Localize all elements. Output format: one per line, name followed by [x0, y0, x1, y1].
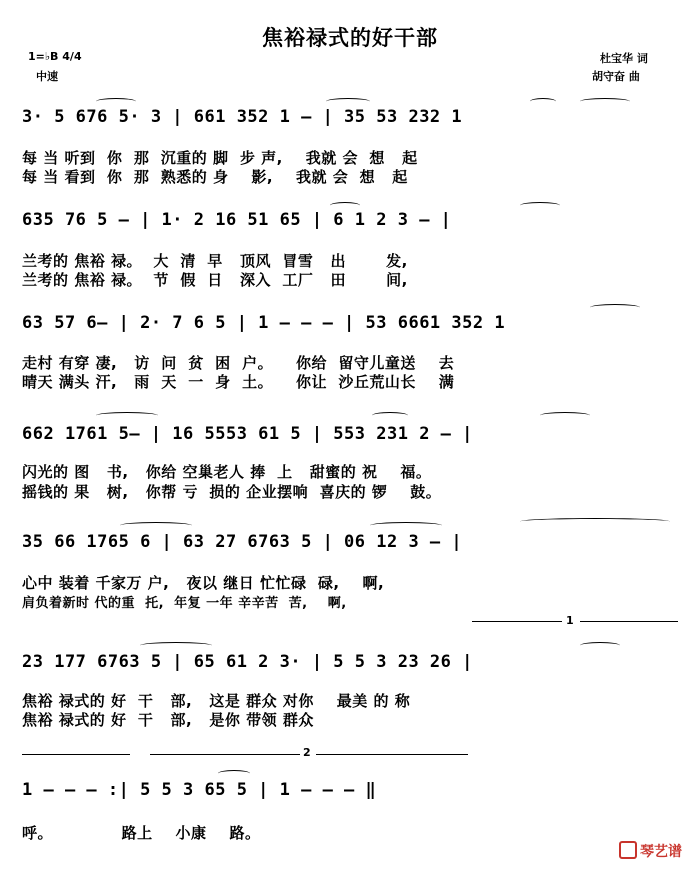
lyric-verse-2: 晴天 满头 汗, 雨 天 一 身 土。 你让 沙丘荒山长 满	[22, 373, 455, 391]
slur	[372, 412, 408, 419]
lyric-verse-1: 焦裕 禄式的 好 干 部, 这是 群众 对你 最美 的 称	[22, 692, 411, 710]
slur	[520, 202, 560, 209]
volta-line	[316, 754, 468, 755]
volta-line	[150, 754, 300, 755]
lyric-verse-2: 肩负着新时 代的重 托, 年复 一年 辛辛苦 苦, 啊,	[22, 596, 347, 611]
lyric-verse-2: 每 当 看到 你 那 熟悉的 身 影, 我就 会 想 起	[22, 168, 408, 186]
lyric-verse-1: 走村 有穿 凄, 访 问 贫 困 户。 你给 留守儿童送 去	[22, 354, 455, 372]
lyric-verse-2: 摇钱的 果 树, 你帮 亏 损的 企业摆响 喜庆的 锣 鼓。	[22, 483, 442, 501]
volta-line	[472, 621, 562, 622]
key-signature: 1=♭B 4/4	[28, 50, 82, 63]
notation-line-5: 35 66 1765 6 | 63 27 6763 5 | 06 12 3 — |	[22, 532, 463, 552]
slur	[120, 522, 192, 529]
volta-2-label: 2	[303, 746, 311, 759]
lyricist-credit: 杜宝华 词	[600, 52, 648, 65]
lyric-verse-1: 闪光的 图 书, 你给 空巢老人 捧 上 甜蜜的 祝 福。	[22, 463, 432, 481]
lyric-verse-1: 每 当 听到 你 那 沉重的 脚 步 声, 我就 会 想 起	[22, 149, 418, 167]
lyric-verse-2: 兰考的 焦裕 禄。 节 假 日 深入 工厂 田 间,	[22, 271, 408, 289]
volta-1-label: 1	[566, 614, 574, 627]
slur	[540, 412, 590, 419]
notation-line-6: 23 177 6763 5 | 65 61 2 3· | 5 5 3 23 26 |	[22, 652, 473, 672]
slur	[140, 642, 212, 649]
slur	[580, 98, 630, 105]
slur	[96, 98, 136, 105]
slur	[96, 412, 158, 419]
page-title: 焦裕禄式的好干部	[262, 26, 438, 50]
watermark: 琴艺谱	[609, 825, 682, 861]
composer-credit: 胡守奋 曲	[592, 70, 640, 83]
notation-line-3: 63 57 6— | 2· 7 6 5 | 1 — — — | 53 6661 352 1	[22, 313, 506, 333]
notation-line-4: 662 1761 5— | 16 5553 61 5 | 553 231 2 — |	[22, 424, 473, 444]
slur	[370, 522, 442, 529]
slur	[590, 304, 640, 311]
slur	[330, 202, 360, 209]
lyric-line: 呼。 路上 小康 路。	[22, 824, 261, 842]
logo-icon	[619, 841, 637, 859]
tie	[520, 518, 670, 525]
lyric-verse-1: 兰考的 焦裕 禄。 大 清 早 顶风 冒雪 出 发,	[22, 252, 408, 270]
notation-line-7: 1 — — — :| 5 5 3 65 5 | 1 — — — ‖	[22, 780, 377, 800]
volta-line	[22, 754, 130, 755]
slur	[530, 98, 556, 105]
notation-line-2: 635 76 5 — | 1· 2 16 51 65 | 6 1 2 3 — |	[22, 210, 452, 230]
slur	[326, 98, 370, 105]
slur	[218, 770, 250, 777]
slur	[580, 642, 620, 649]
notation-line-1: 3· 5 676 5· 3 | 661 352 1 — | 35 53 232 1	[22, 107, 463, 127]
lyric-verse-1: 心中 装着 千家万 户, 夜以 继日 忙忙碌 碌, 啊,	[22, 574, 385, 592]
tempo-marking: 中速	[36, 70, 58, 83]
lyric-verse-2: 焦裕 禄式的 好 干 部, 是你 带领 群众	[22, 711, 314, 729]
volta-line	[580, 621, 678, 622]
